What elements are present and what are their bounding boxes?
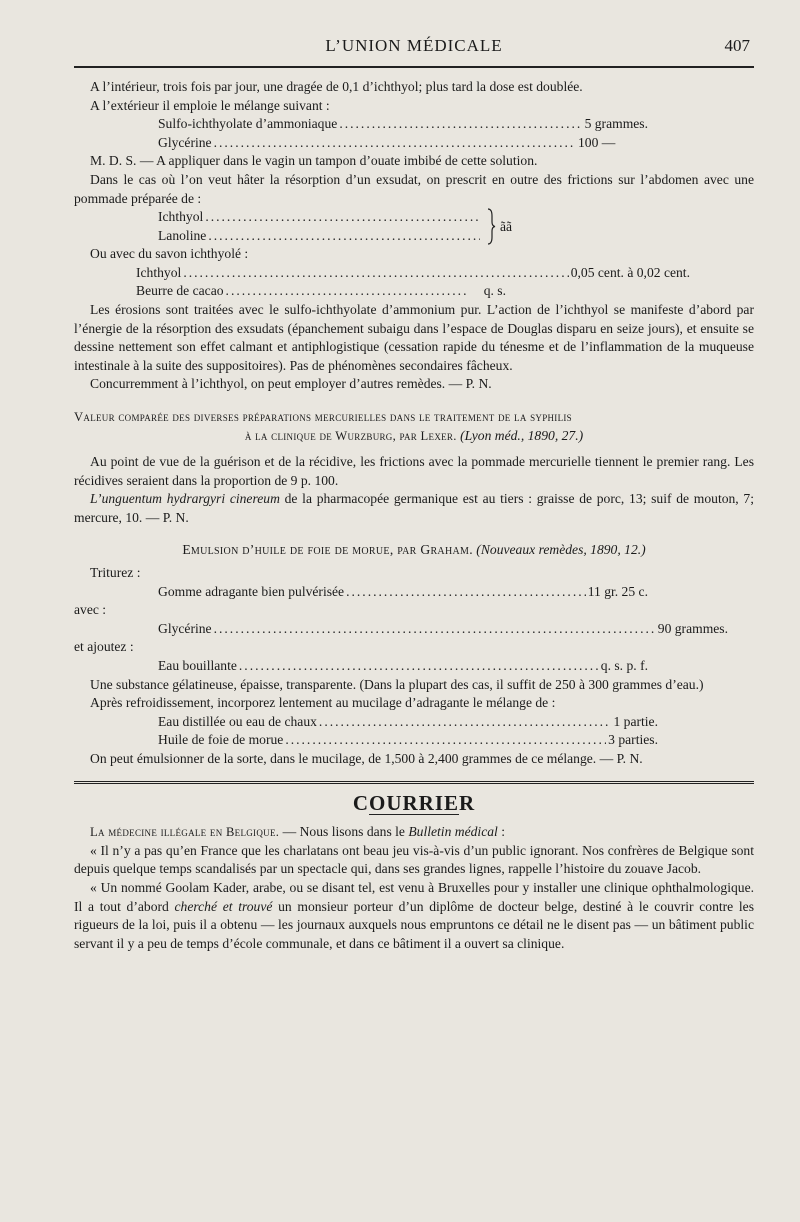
leader-dots [346,583,586,602]
leader-dots [205,208,480,227]
ingredient: Lanoline [158,227,207,243]
ingredient: Ichthyol [136,264,182,280]
quantity: 3 parties. [608,732,658,748]
paragraph: M. D. S. — A appliquer dans le vagin un tampon d’ouate imbibé de cette solution. [90,153,538,169]
recipe-line [158,657,648,676]
article-title-text: à la clinique de Wurzburg, par Lexer. [244,428,457,443]
ingredient: Sulfo-ichthyolate d’ammoniaque [158,116,338,132]
article-source: (Nouveaux remèdes, 1890, 12.) [476,542,646,558]
recipe-line [158,115,648,134]
instruction: et ajoutez : [74,639,134,655]
article-title-line2 [74,427,754,446]
recipe-line [136,264,690,283]
paragraph: A l’intérieur, trois fois par jour, une dragée de 0,1 d’ichthyol; plus tard la dose est doublée. [90,79,583,94]
ingredient: Huile de foie de morue [158,732,284,748]
recipe-line [136,282,506,301]
paragraph: Les érosions sont traitées avec le sulfo-ichthyolate d’ammonium pur. L’action de l’ichthyol se manifeste d’abord par l’énergie de la résorption des exsudats (épanchement subaigu dans l’espace de Douglas disparu en seize jours), et ensuite se dessine nettement son effet calmant et antiphlogistique (cessation rapide du ténesme et de l’inflammation de la muqueuse intestinale à la suite des suppositoires). Pas de phénomènes secondaires fâcheux. [74,301,754,373]
paragraph-text: — Nous lisons dans le [279,824,409,840]
ingredient: Ichthyol [158,209,204,225]
article-title [74,541,754,560]
leader-dots [339,115,582,134]
paragraph: Dans le cas où l’on veut hâter la résorption d’un exsudat, on prescrit en outre des frictions sur l’abdomen avec une pommade préparée de : [74,171,754,206]
paragraph-text: « Un nommé Goolam Kader, arabe, ou se disant tel, est venu à Bruxelles pour y installer une clinique ophthalmologique. Il a tout d’abord [74,879,754,914]
brace-icon [486,208,496,245]
paragraph: On peut émulsionner de la sorte, dans le mucilage, de 1,500 à 2,400 grammes de ce mélange. — P. N. [90,751,643,766]
recipe-line [158,620,728,639]
quantity: q. s. [483,283,506,299]
ingredient: Glycérine [158,134,212,150]
leader-dots [239,657,599,676]
paragraph: Au point de vue de la guérison et de la récidive, les frictions avec la pommade mercurielle tiennent le premier rang. Les récidives seraient dans la proportion de 9 p. 100. [74,454,754,488]
recipe-2 [74,208,754,245]
leader-dots [319,713,612,732]
paragraph: Une substance gélatineuse, épaisse, transparente. (Dans la plupart des cas, il suffit de 250 à 300 grammes d’eau.) [90,676,704,692]
recipe-line-wrap [74,657,648,676]
running-header [74,30,754,60]
ingredient: Eau bouillante [158,658,237,674]
paragraph-text: un monsieur porteur d’un diplôme de docteur belge, destiné à le couvrir contre les rigueurs de la loi, puis il a obtenu — les journaux auxquels nous empruntons ce détail ne le disent pas — un bâtiment public servant il y a peu de temps d’école communale, et dans ce bâtiment il a ouvert sa clinique. [74,898,754,951]
latin-term: L’unguentum hydrargyri cinereum [90,491,280,507]
paragraph: A l’extérieur il emploie le mélange suivant : [90,97,330,113]
paragraph: Après refroidissement, incorporez lentement au mucilage d’adragante le mélange de : [90,695,556,711]
section-heading: COURRIER [352,790,476,815]
quantity: q. s. p. f. [600,658,648,674]
recipe-line-wrap [74,620,728,639]
quantity: 11 gr. 25 c. [587,583,648,599]
journal-name: Bulletin médical [408,824,498,840]
quantity: 0,05 cent. à 0,02 cent. [570,264,690,280]
recipe-line [158,713,658,732]
recipe-3 [74,264,690,301]
leader-dots [285,731,606,750]
paragraph-text: : [497,824,505,840]
instruction: avec : [74,602,107,618]
recipe-line-wrap [74,583,648,602]
leader-dots [183,264,568,283]
ingredient: Gomme adragante bien pulvérisée [158,583,345,599]
recipe-line [158,208,482,227]
quantity: ãã [500,219,513,235]
paragraph [74,490,754,527]
header-rule [74,66,754,68]
article-source: (Lyon méd., 1890, 27.) [460,427,584,443]
article-title-text: La médecine illégale en Belgique. [90,825,280,840]
leader-dots [214,134,576,153]
article-title: Valeur comparée des diverses préparations mercurielles dans le traitement de la syphilis [74,409,572,424]
quantity: 100 — [578,134,616,150]
leader-dots [226,282,468,301]
recipe-line [158,134,648,153]
ingredient: Glycérine [158,620,212,636]
article-title-text: Emulsion d’huile de foie de morue, par Graham. [182,542,473,558]
article-intro [74,823,754,842]
leader-dots [214,620,656,639]
instruction: Triturez : [90,565,141,581]
leader-dots [208,227,480,246]
ingredient: Eau distillée ou eau de chaux [158,713,317,729]
page-body [74,78,754,953]
recipe-lines [74,713,658,750]
paragraph: Ou avec du savon ichthyolé : [90,246,249,262]
recipe-line [158,227,482,246]
quantity: 90 grammes. [657,620,728,636]
quantity: 1 partie. [613,713,658,729]
page-number: 407 [724,36,750,55]
recipe-1 [74,115,648,152]
paragraph [74,879,754,953]
recipe-line [158,583,648,602]
recipe-line [158,731,658,750]
ingredient: Beurre de cacao [136,283,224,299]
paragraph: Concurremment à l’ichthyol, on peut employer d’autres remèdes. — P. N. [90,376,492,392]
journal-title: L’UNION MÉDICALE [325,36,503,55]
emphasis: cherché et trouvé [174,898,273,914]
quantity: 5 grammes. [584,116,648,132]
section-divider [74,781,754,784]
paragraph: « Il n’y a pas qu’en France que les charlatans ont beau jeu vis-à-vis d’un public ignorant. Nos confrères de Belgique sont depuis quelque temps scandalisés par un spectacle qui, dans ses grandes lignes, rappelle l’histoire du zouave Jacob. [74,842,754,877]
paragraph-text: de la pharmacopée germanique est au tiers : graisse de porc, 13; suif de mouton, 7; mercure, 10. — P. N. [74,491,754,525]
